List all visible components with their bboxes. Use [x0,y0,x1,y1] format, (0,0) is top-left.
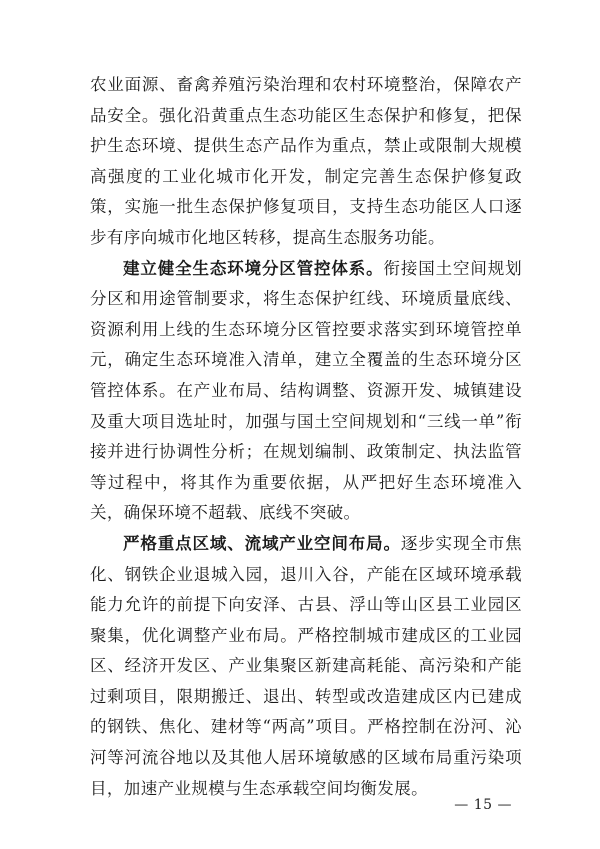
paragraph-1-body: 农业面源、畜禽养殖污染治理和农村环境整治，保障农产品安全。强化沿黄重点生态功能区生态保护和修复，把保护生态环境、提供生态产品作为重点，禁止或限制大规模高强度的工业化城市化开发，制定完善生态保护修复政策，实施一批生态保护修复项目，支持生态功能区人口逐步有序向城市化地区转移，提高生态服务功能。 [90,75,522,247]
paragraph-3-body: 逐步实现全市焦化、钢铁企业退城入园，退川入谷，产能在区域环境承载能力允许的前提下向安泽、古县、浮山等山区县工业园区聚集，优化调整产业布局。严格控制城市建成区的工业园区、经济开发区、产业集聚区新建高耗能、高污染和产能过剩项目，限期搬迁、退出、转型或改造建成区内已建成的钢铁、焦化、建材等“两高”项目。严格控制在汾河、沁河等河流谷地以及其他人居环境敏感的区域布局重污染项目，加速产业规模与生态承载空间均衡发展。 [90,533,522,798]
page-number: — 15 — [454,797,512,813]
body-text [90,70,522,804]
paragraph-1 [90,70,522,254]
paragraph-3-lead: 严格重点区域、流域产业空间布局。 [123,533,401,553]
paragraph-2 [90,254,522,529]
paragraph-2-body: 衔接国土空间规划分区和用途管制要求，将生态保护红线、环境质量底线、资源利用上线的生态环境分区管控要求落实到环境管控单元，确定生态环境准入清单，建立全覆盖的生态环境分区管控体系。在产业布局、结构调整、资源开发、城镇建设及重大项目选址时，加强与国土空间规划和“三线一单”衔接并进行协调性分析；在规划编制、政策制定、执法监管等过程中，将其作为重要依据，从严把好生态环境准入关，确保环境不超载、底线不突破。 [90,258,523,523]
paragraph-3 [90,529,522,804]
paragraph-2-lead: 建立健全生态环境分区管控体系。 [123,258,384,278]
